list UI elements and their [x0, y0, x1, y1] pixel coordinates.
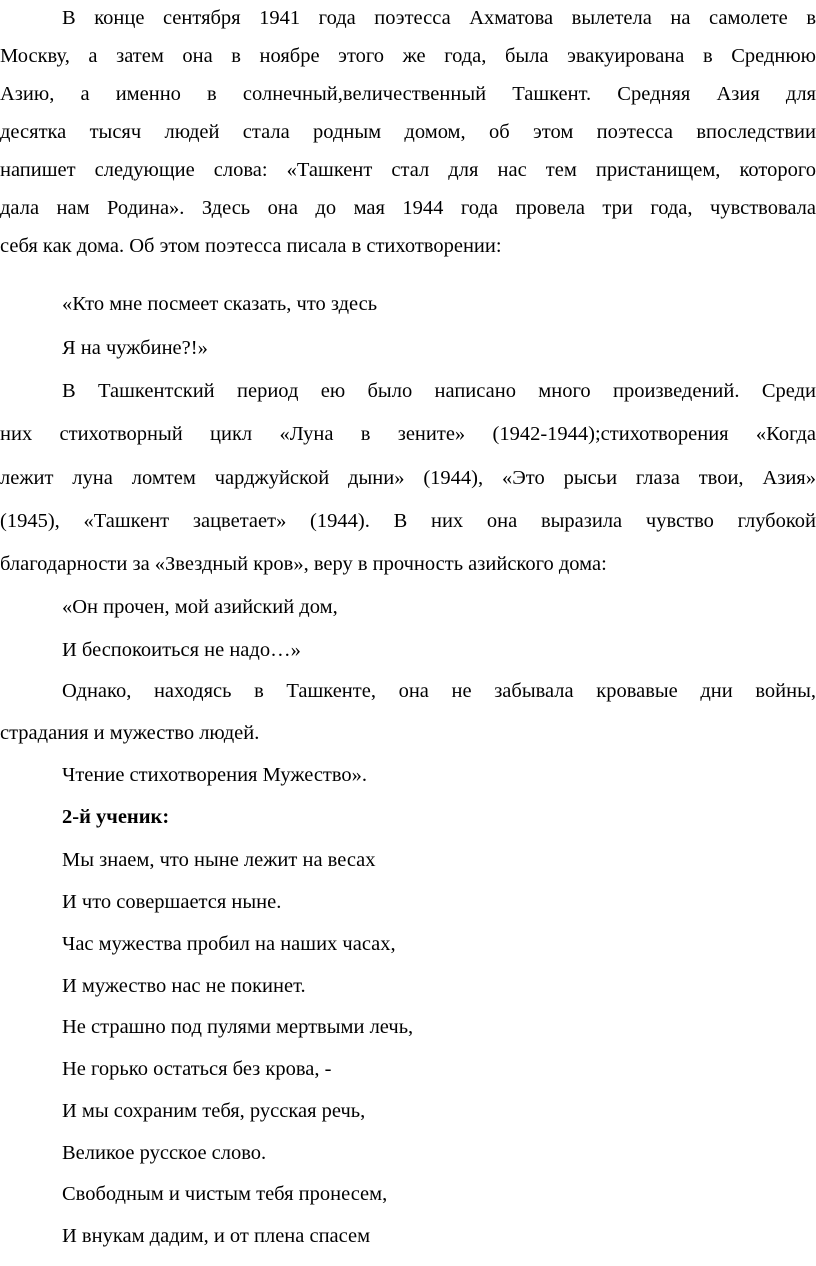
quote-2-line-1: «Он прочен, мой азийский дом,	[62, 596, 338, 618]
paragraph-1-line-3: Азию, а именно в солнечный,величественный Ташкент. Средняя Азия для	[0, 83, 816, 105]
paragraph-2-line-4: (1945), «Ташкент зацветает» (1944). В них она выразила чувство глубокой	[0, 510, 816, 532]
paragraph-1-line-2: Москву, а затем она в ноябре этого же года, была эвакуирована в Среднюю	[0, 45, 816, 67]
poem-line-7: И мы сохраним тебя, русская речь,	[62, 1100, 366, 1122]
quote-1-line-2: Я на чужбине?!»	[62, 337, 208, 359]
paragraph-1-line-5: напишет следующие слова: «Ташкент стал для нас тем пристанищем, которого	[0, 159, 816, 181]
poem-line-10: И внукам дадим, и от плена спасем	[62, 1225, 371, 1247]
paragraph-3-line-1: Однако, находясь в Ташкенте, она не забывала кровавые дни войны,	[62, 680, 816, 702]
paragraph-3-line-2: страдания и мужество людей.	[0, 722, 260, 744]
poem-line-1: Мы знаем, что ныне лежит на весах	[62, 849, 376, 871]
reading-note: Чтение стихотворения Мужество».	[62, 764, 368, 786]
poem-line-3: Час мужества пробил на наших часах,	[62, 933, 396, 955]
quote-2-line-2: И беспокоиться не надо…»	[62, 639, 301, 661]
paragraph-2-line-5: благодарности за «Звездный кров», веру в прочность азийского дома:	[0, 553, 607, 575]
poem-line-9: Свободным и чистым тебя пронесем,	[62, 1183, 388, 1205]
paragraph-1-line-4: десятка тысяч людей стала родным домом, об этом поэтесса впоследствии	[0, 121, 816, 143]
poem-line-6: Не горько остаться без крова, -	[62, 1058, 332, 1080]
paragraph-2-line-1: В Ташкентский период ею было написано много произведений. Среди	[62, 380, 816, 402]
paragraph-1-line-7: себя как дома. Об этом поэтесса писала в стихотворении:	[0, 235, 502, 257]
paragraph-2-line-2: них стихотворный цикл «Луна в зените» (1942-1944);стихотворения «Когда	[0, 423, 816, 445]
paragraph-1-line-6: дала нам Родина». Здесь она до мая 1944 года провела три года, чувствовала	[0, 197, 816, 219]
poem-line-5: Не страшно под пулями мертвыми лечь,	[62, 1016, 414, 1038]
paragraph-1-line-1: В конце сентября 1941 года поэтесса Ахматова вылетела на самолете в	[62, 7, 816, 29]
speaker-heading: 2-й ученик:	[62, 806, 170, 828]
quote-1-line-1: «Кто мне посмеет сказать, что здесь	[62, 293, 378, 315]
poem-line-2: И что совершается ныне.	[62, 891, 282, 913]
poem-line-8: Великое русское слово.	[62, 1142, 267, 1164]
poem-line-4: И мужество нас не покинет.	[62, 975, 306, 997]
paragraph-2-line-3: лежит луна ломтем чарджуйской дыни» (1944), «Это рысьи глаза твои, Азия»	[0, 467, 816, 489]
